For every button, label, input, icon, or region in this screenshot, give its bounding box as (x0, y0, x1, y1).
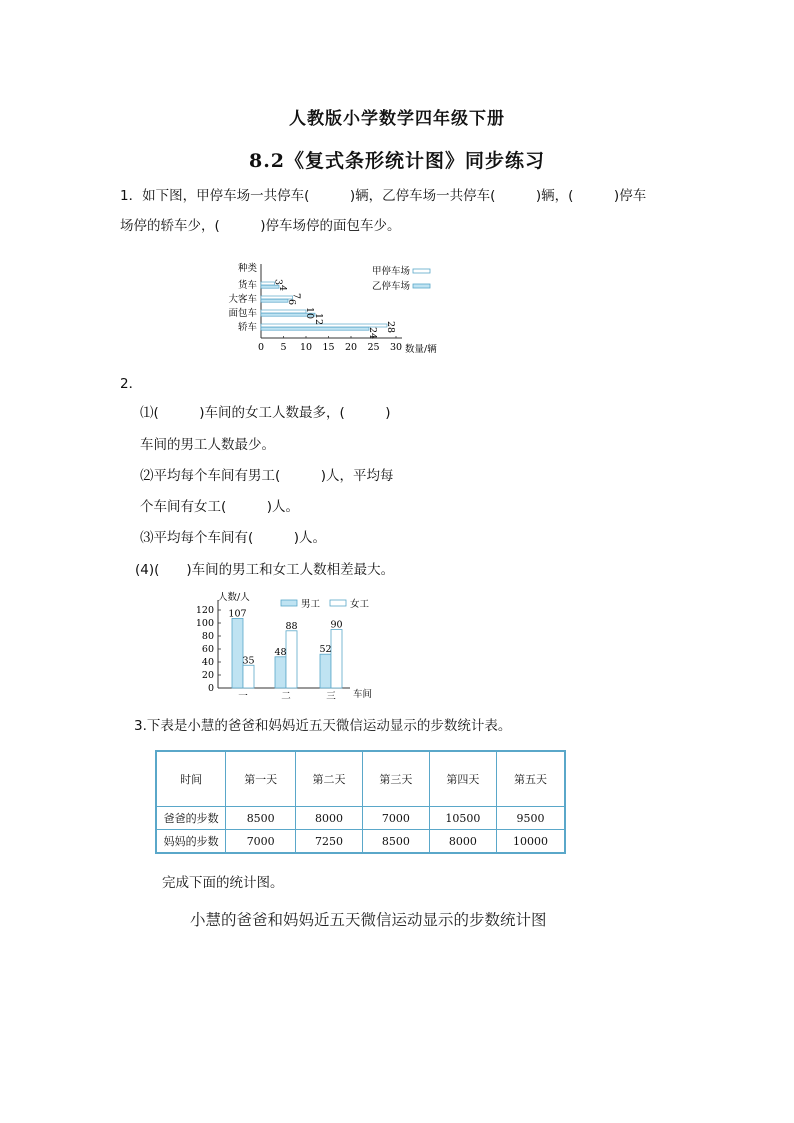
y-tick-label: 60 (201, 644, 214, 655)
data-label: 24 (367, 327, 378, 340)
legend-swatch (330, 600, 346, 606)
bar (331, 630, 342, 689)
legend-swatch (281, 600, 297, 606)
data-label: 6 (286, 299, 297, 306)
data-label: 4 (277, 285, 288, 292)
page-subtitle: 8.2《复式条形统计图》同步练习 (248, 150, 546, 172)
workshop-chart-legend (281, 598, 370, 610)
table-header-cell: 第一天 (226, 752, 296, 807)
bar (275, 657, 286, 688)
q2-part2-line2: 个车间有女工( )人。 (140, 499, 300, 515)
x-tick-label: 15 (322, 342, 335, 353)
y-axis-title: 人数/人 (218, 592, 250, 603)
bar (261, 282, 275, 285)
table-header-row (157, 752, 565, 807)
category-label: 三 (326, 691, 336, 702)
x-tick-label: 30 (389, 342, 403, 353)
q1-line2: 场停的轿车少，( )停车场停的面包车少。 (120, 218, 401, 234)
table-cell: 8000 (296, 807, 363, 830)
q2-part4: (4)( )车间的男工和女工人数相差最大。 (135, 562, 395, 578)
table-cell: 10000 (496, 830, 564, 853)
table-cell: 7250 (296, 830, 363, 853)
category-label: 货车 (237, 280, 257, 291)
legend-label: 甲停车场 (371, 266, 410, 277)
legend-label: 女工 (350, 599, 370, 610)
q2-part1-line1: ⑴( )车间的女工人数最多，( ) (140, 405, 391, 421)
legend-label: 乙停车场 (371, 281, 410, 292)
steps-chart-title: 小慧的爸爸和妈妈近五天微信运动显示的步数统计图 (190, 911, 547, 929)
data-label: 28 (385, 321, 396, 334)
y-tick-label: 20 (201, 670, 214, 681)
parking-chart-legend (372, 265, 430, 292)
x-axis-label: 车间 (353, 689, 373, 700)
q2-part2-line1: ⑵平均每个车间有男工( )人，平均每 (140, 468, 394, 484)
bar (320, 654, 331, 688)
data-label: 48 (274, 646, 287, 658)
table-cell: 8500 (226, 807, 296, 830)
x-tick-label: 5 (280, 342, 287, 353)
bar (243, 665, 254, 688)
table-row (157, 807, 565, 830)
table-row (157, 830, 565, 853)
q3-instruction: 完成下面的统计图。 (162, 875, 284, 891)
x-tick-label: 20 (344, 342, 358, 353)
page-title: 人教版小学数学四年级下册 (289, 109, 505, 129)
data-label: 3 (272, 279, 284, 286)
category-label: 轿车 (237, 322, 257, 333)
y-tick-label: 120 (195, 605, 214, 616)
category-label: 面包车 (228, 308, 257, 319)
y-tick-label: 0 (207, 683, 214, 694)
bar (286, 631, 297, 688)
x-axis-label: 数量/辆 (405, 344, 437, 355)
data-label: 88 (285, 620, 298, 632)
x-tick-label: 10 (299, 342, 313, 353)
table-cell: 8000 (429, 830, 496, 853)
x-tick-label: 25 (367, 342, 380, 353)
q3-intro: 3.下表是小慧的爸爸和妈妈近五天微信运动显示的步数统计表。 (134, 718, 512, 734)
q2-number: 2． (120, 376, 143, 392)
data-label: 12 (313, 313, 324, 326)
category-label: 大客车 (228, 294, 257, 305)
data-label: 90 (330, 619, 343, 631)
table-cell: 7000 (226, 830, 296, 853)
workshop-bar-chart (190, 588, 390, 704)
table-header-cell: 时间 (157, 752, 226, 807)
category-label: 二 (281, 691, 291, 702)
table-cell: 10500 (429, 807, 496, 830)
table-cell: 9500 (496, 807, 564, 830)
data-label: 52 (319, 644, 332, 656)
x-tick-label: 0 (257, 342, 265, 353)
data-label: 10 (304, 307, 315, 320)
bar (261, 327, 369, 330)
legend-label: 男工 (301, 599, 321, 610)
bar (261, 299, 288, 302)
table-cell: 妈妈的步数 (157, 830, 226, 853)
y-tick-label: 80 (201, 631, 214, 642)
table-cell: 8500 (362, 830, 429, 853)
table-header-cell: 第三天 (362, 752, 429, 807)
table-cell: 爸爸的步数 (157, 807, 226, 830)
q2-part1-line2: 车间的男工人数最少。 (140, 437, 275, 453)
table-header-cell: 第四天 (429, 752, 496, 807)
category-label: 一 (238, 691, 248, 702)
data-label: 35 (242, 655, 255, 667)
q1-line1: 1．如下图，甲停车场一共停车( )辆，乙停车场一共停车( )辆，( )停车 (120, 188, 647, 204)
parking-bar-chart (220, 258, 450, 360)
data-label: 107 (228, 608, 247, 620)
table-header-cell: 第五天 (496, 752, 564, 807)
bar (261, 285, 279, 288)
q2-part3: ⑶平均每个车间有( )人。 (140, 530, 327, 546)
legend-swatch (413, 284, 430, 288)
data-label: 7 (290, 293, 302, 300)
table-header-cell: 第二天 (296, 752, 363, 807)
y-tick-label: 40 (201, 657, 214, 668)
y-tick-label: 100 (195, 618, 214, 629)
bar (232, 618, 243, 688)
bar (261, 310, 306, 313)
legend-swatch (413, 269, 430, 273)
steps-table (156, 751, 565, 853)
y-axis-title: 种类 (237, 263, 257, 274)
table-cell: 7000 (362, 807, 429, 830)
